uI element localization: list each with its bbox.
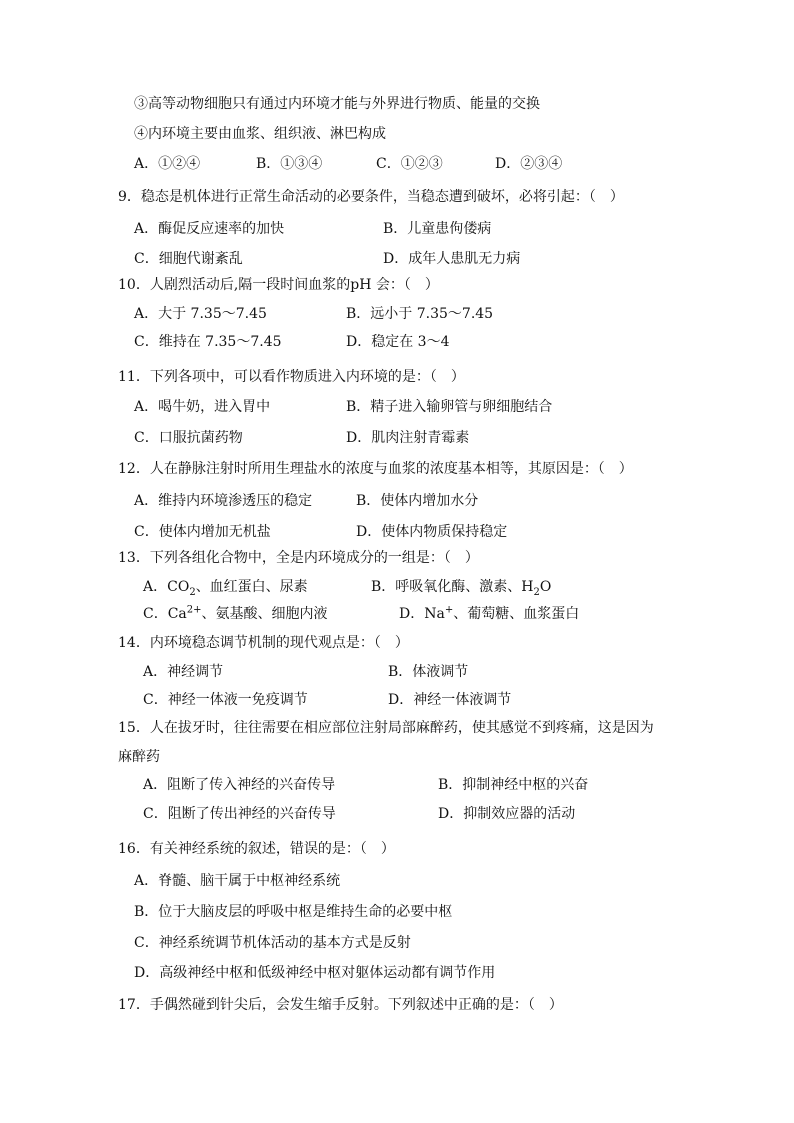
q13-option-a-rest: 、血红蛋白、尿素 — [195, 579, 308, 595]
q15-option-b: B．抑制神经中枢的兴奋 — [438, 777, 589, 793]
q14-stem: 14．内环境稳态调节机制的现代观点是：（ ） — [118, 635, 409, 651]
q11-option-b: B．精子进入输卵管与卵细胞结合 — [346, 399, 553, 415]
q10-option-a: A．大于 7.35～7.45 — [134, 306, 267, 322]
q13-option-b-text: B．呼吸氧化酶、激素、H — [371, 579, 534, 595]
q12-option-b: B．使体内增加水分 — [356, 493, 479, 509]
q12-option-a: A．维持内环境渗透压的稳定 — [134, 493, 313, 509]
q14-option-d: D．神经一体液调节 — [388, 692, 512, 708]
q13-option-d-superscript: + — [444, 604, 454, 616]
q15-option-c: C．阻断了传出神经的兴奋传导 — [143, 806, 336, 822]
q9-option-a: A．酶促反应速率的加快 — [134, 221, 285, 237]
q15-stem-line-1: 15．人在拔牙时，往往需要在相应部位注射局部麻醉药，使其感觉不到疼痛，这是因为 — [118, 720, 654, 736]
q12-option-c: C．使体内增加无机盐 — [134, 524, 271, 540]
q15-option-a: A．阻断了传入神经的兴奋传导 — [143, 777, 336, 793]
q9-option-b: B．儿童患佝偻病 — [383, 221, 492, 237]
q13-option-a-subscript: 2 — [189, 586, 196, 598]
q11-option-c: C．口服抗菌药物 — [134, 430, 243, 446]
q11-option-d: D．肌肉注射青霉素 — [346, 430, 470, 446]
q10-option-b: B．远小于 7.35～7.45 — [346, 306, 494, 322]
q16-option-b: B．位于大脑皮层的呼吸中枢是维持生命的必要中枢 — [134, 904, 453, 920]
q14-option-a: A．神经调节 — [143, 664, 224, 680]
q12-stem: 12．人在静脉注射时所用生理盐水的浓度与血浆的浓度基本相等，其原因是：（ ） — [118, 461, 633, 477]
q10-option-d: D．稳定在 3～4 — [346, 334, 450, 350]
q13-option-a-text: A．CO — [143, 579, 190, 595]
q13-option-c-text: C．Ca — [143, 606, 187, 622]
q11-option-a: A．喝牛奶，进入胃中 — [134, 399, 271, 415]
q16-option-c: C．神经系统调节机体活动的基本方式是反射 — [134, 935, 411, 951]
q14-option-c: C．神经一体液一免疫调节 — [143, 692, 308, 708]
q13-stem: 13．下列各组化合物中，全是内环境成分的一组是：（ ） — [118, 550, 479, 566]
q13-option-c-rest: 、氨基酸、细胞内液 — [201, 606, 328, 622]
q16-option-a: A．脊髓、脑干属于中枢神经系统 — [134, 873, 341, 889]
prev-option-b: B．①③④ — [256, 156, 323, 172]
q13-option-b — [371, 577, 551, 597]
q16-stem: 16．有关神经系统的叙述，错误的是：（ ） — [118, 841, 395, 857]
statement-4: ④内环境主要由血浆、组织液、淋巴构成 — [134, 126, 386, 142]
statement-3: ③高等动物细胞只有通过内环境才能与外界进行物质、能量的交换 — [134, 96, 540, 112]
q15-stem-line-2: 麻醉药 — [118, 749, 160, 765]
q13-option-d — [399, 604, 579, 624]
q13-option-a — [143, 577, 308, 597]
q13-option-d-text: D．Na — [399, 606, 445, 622]
q13-option-c-superscript: 2+ — [186, 604, 202, 616]
q13-option-d-rest: 、葡萄糖、血浆蛋白 — [453, 606, 580, 622]
q17-stem: 17．手偶然碰到针尖后，会发生缩手反射。下列叙述中正确的是：（ ） — [118, 997, 563, 1013]
q15-option-d: D．抑制效应器的活动 — [438, 806, 576, 822]
q11-stem: 11．下列各项中，可以看作物质进入内环境的是：（ ） — [118, 369, 465, 385]
q13-option-b-rest: O — [539, 579, 552, 595]
q9-option-d: D．成年人患肌无力病 — [383, 251, 521, 267]
q12-option-d: D．使体内物质保持稳定 — [356, 524, 508, 540]
q9-option-c: C．细胞代谢紊乱 — [134, 251, 243, 267]
prev-option-c: C．①②③ — [376, 156, 443, 172]
q16-option-d: D．高级神经中枢和低级神经中枢对躯体运动都有调节作用 — [134, 965, 496, 981]
q13-option-b-subscript: 2 — [533, 586, 540, 598]
q9-stem: 9．稳态是机体进行正常生命活动的必要条件，当稳态遭到破坏，必将引起：（ ） — [118, 189, 624, 205]
prev-option-a: A．①②④ — [134, 156, 201, 172]
prev-option-d: D．②③④ — [495, 156, 563, 172]
q10-option-c: C．维持在 7.35～7.45 — [134, 334, 282, 350]
q13-option-c — [143, 604, 328, 624]
q14-option-b: B．体液调节 — [388, 664, 469, 680]
q10-stem: 10．人剧烈活动后,隔一段时间血浆的pH 会：（ ） — [118, 277, 439, 293]
